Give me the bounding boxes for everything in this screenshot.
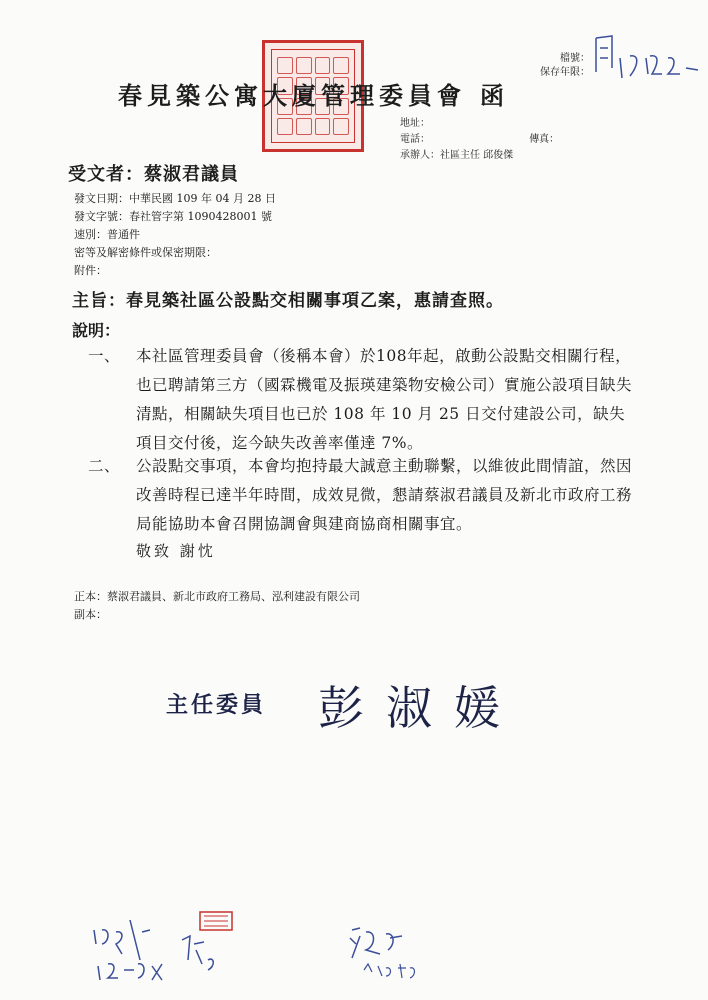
closing: 敬致 謝忱 <box>136 542 216 560</box>
speed: 速別：普通件 <box>74 228 140 241</box>
security-level: 密等及解密條件或保密期限： <box>74 246 217 259</box>
attachment: 附件： <box>74 264 107 277</box>
explanation-label: 說明： <box>72 321 121 340</box>
item-number: 二、 <box>88 457 121 475</box>
issue-date: 發文日期：中華民國 109 年 04 月 28 日 <box>74 192 276 205</box>
doc-form: 函 <box>480 81 509 110</box>
item-number: 一、 <box>88 347 121 365</box>
item-text: 公設點交事項，本會均抱持最大誠意主動聯繫，以維彼此間情誼，然因改善時程已達半年時間，成效見微，懇請蔡淑君議員及新北市政府工務局能協助本會召開協調會與建商協商相關事宜。 <box>136 457 633 533</box>
org-title: 春見築公寓大廈管理委員會 <box>118 81 466 110</box>
meta-fields <box>74 190 276 280</box>
retention-label: 保存年限： <box>540 67 590 78</box>
item-text: 本社區管理委員會（後稱本會）於108年起，啟動公設點交相關行程，也已聘請第三方（國霖機電及振瑛建築物安檢公司）實施公設項目缺失清點，相關缺失項目也已於 108 年 10 月 25 日交付建設公司，缺失項目交付後，迄今缺失改善率僅達 7%。 <box>136 347 633 452</box>
handwritten-initials-icon <box>346 924 436 984</box>
subject: 主旨：春見築社區公設點交相關事項乙案，惠請查照。 <box>72 291 504 311</box>
fax-label: 傳真： <box>529 134 560 145</box>
phone-label: 電話： <box>400 134 430 145</box>
handwritten-note-icon <box>590 28 702 84</box>
handwritten-date-icon <box>90 900 240 985</box>
phone-fax-row <box>400 132 559 148</box>
doc-number: 發文字號：春社管字第 1090428001 號 <box>74 210 272 223</box>
signer-title: 主任委員 <box>166 692 267 718</box>
document-title <box>118 76 509 111</box>
copies <box>74 588 360 624</box>
address-label: 地址： <box>400 118 430 129</box>
explanation-item-1 <box>88 342 648 462</box>
handler: 承辦人：社區主任 邱俊傑 <box>400 150 514 161</box>
signer-name: 彭淑媛 <box>318 681 522 735</box>
recipient: 受文者：蔡淑君議員 <box>68 164 239 185</box>
explanation-item-2 <box>88 452 648 542</box>
file-info <box>540 52 590 80</box>
main-recipients: 正本：蔡淑君議員、新北市政府工務局、泓利建設有限公司 <box>74 590 360 603</box>
cc-recipients: 副本： <box>74 608 107 621</box>
contact-block <box>400 116 559 164</box>
file-no-label: 檔號： <box>560 53 590 64</box>
